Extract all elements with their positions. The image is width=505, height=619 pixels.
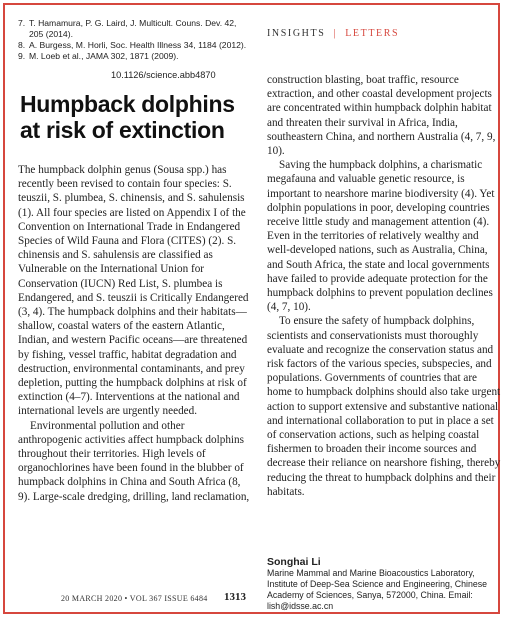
- reference-number: 8.: [18, 40, 26, 50]
- page-frame: [3, 3, 500, 614]
- body-paragraph: Environmental pollution and other anthropogenic activities affect humpback dolphins throughout their territories. High levels of organochlorines have been found in the blubber of humpback dolphins in China and South Africa (8, 9). Large-scale dredging, drilling, land reclamation,: [18, 419, 250, 503]
- reference-number: 7.: [18, 18, 26, 28]
- section-separator: |: [333, 28, 338, 39]
- author-affiliation: Marine Mammal and Marine Bioacoustics Laboratory, Institute of Deep-Sea Science and Engineering, Chinese Academy of Sciences, Sanya, 572000, China. Email: lish@idsse.ac.cn: [267, 568, 488, 611]
- body-paragraph: Saving the humpback dolphins, a charismatic megafauna and valuable genetic resource, is important to nearshore marine biodiversity (4). Yet dolphin populations in poor, developing countries receive little study and management attention (4). Even in the territories of relatively wealthy and well-developed nations, such as Australia, China, and South Africa, the state and local governments have failed to provide adequate protection for the humpback dolphins to prevent population declines (4, 7, 10).: [267, 159, 495, 314]
- right-column-body: [267, 73, 501, 499]
- body-paragraph: construction blasting, boat traffic, resource extraction, and other coastal development projects are concentrated within humpback dolphin habitat and threaten their survival in Africa, India, southeastern China, and northern Australia (4, 7, 9, 10).: [267, 74, 496, 158]
- reference-item: [18, 51, 248, 62]
- left-column-body: [18, 163, 250, 504]
- page-number: 1313: [224, 591, 246, 603]
- reference-list: [18, 18, 248, 62]
- reference-item: [18, 18, 248, 40]
- section-sub: LETTERS: [345, 28, 400, 39]
- reference-text: M. Loeb et al., JAMA 302, 1871 (2009).: [29, 51, 179, 61]
- body-paragraph: The humpback dolphin genus (Sousa spp.) has recently been revised to contain four species: S. teuszii, S. plumbea, S. chinensis, and S. sahulensis (1). All four species are listed on Appendix I of the Convention on International Trade in Endangered Species of Wild Fauna and Flora (CITES) (2). S. chinensis and S. sahulensis are classified as Vulnerable on the International Union for Conservation (IUCN) Red List, S. plumbea is Endangered, and S. teuszii is Critically Endangered (3, 4). The humpback dolphins and their habitats—shallow, coastal waters of the eastern Atlantic, Indian, and western Pacific oceans—are threatened by fishing, vessel traffic, habitat degradation and destruction, environmental contaminants, and prey depletion, putting the humpback dolphins at risk of extinction (4–7). Interventions at the national and international levels are urgently needed.: [18, 164, 249, 418]
- body-paragraph: To ensure the safety of humpback dolphins, scientists and conservationists must thoroughly evaluate and recognize the conservation status and risk factors of the various species, subspecies, and populations. Governments of countries that are home to humpback dolphins should also take urgent action to support extensive and substantive national and international collaboration to put in place a set of conservation actions, such as helping coastal fishermen to broaden their income sources and decrease their reliance on nearshore fishing, thereby reducing the threat to humpback dolphins and their habitats.: [267, 315, 501, 498]
- author-block: [267, 556, 499, 612]
- reference-number: 9.: [18, 51, 26, 61]
- reference-item: [18, 40, 248, 51]
- author-name: Songhai Li: [267, 556, 321, 568]
- section-header: [267, 28, 399, 39]
- reference-text: A. Burgess, M. Horli, Soc. Health Illness 34, 1184 (2012).: [29, 40, 247, 50]
- section-main: INSIGHTS: [267, 28, 326, 39]
- article-title: Humpback dolphins at risk of extinction: [20, 91, 235, 143]
- reference-text: T. Hamamura, P. G. Laird, J. Multicult. Couns. Dev. 42, 205 (2014).: [29, 18, 237, 39]
- page-footer: 20 MARCH 2020 • VOL 367 ISSUE 6484: [61, 594, 208, 603]
- doi[interactable]: 10.1126/science.abb4870: [111, 70, 216, 80]
